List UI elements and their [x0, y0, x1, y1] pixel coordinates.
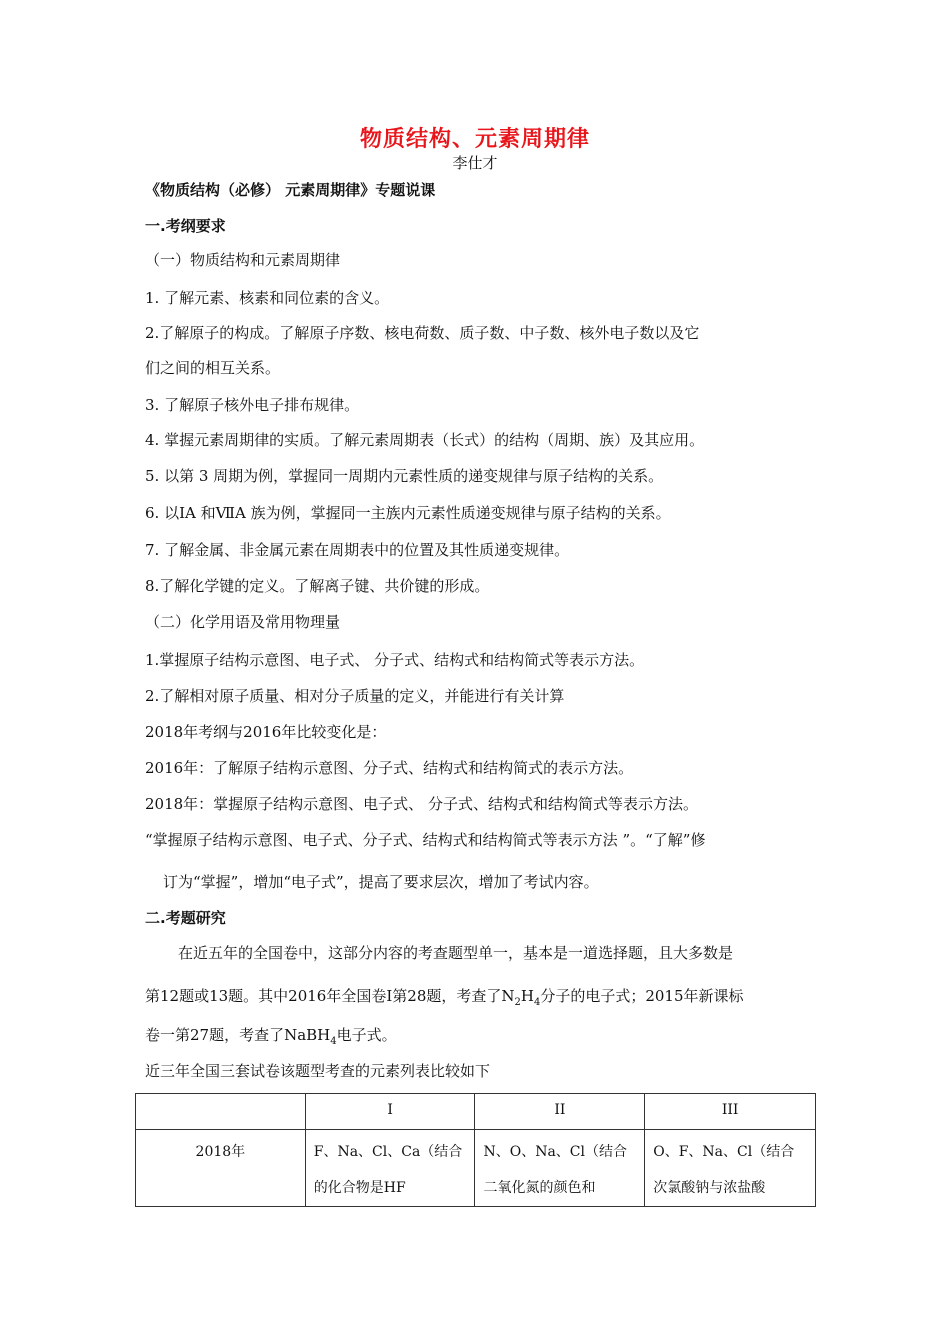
subscript: 2	[514, 997, 521, 1008]
list-item: 8.了解化学键的定义。了解离子键、共价键的形成。	[145, 577, 490, 595]
paragraph-line	[145, 1025, 397, 1052]
list-item: 2.了解相对原子质量、相对分子质量的定义，并能进行有关计算	[145, 687, 565, 705]
table-header-cell: I	[305, 1094, 475, 1130]
part1-heading: （一）物质结构和元素周期律	[145, 251, 341, 269]
table-row	[136, 1130, 816, 1207]
list-item: 4. 掌握元素周期律的实质。了解元素周期表（长式）的结构（周期、族）及其应用。	[145, 431, 705, 449]
list-item: 2018年考纲与2016年比较变化是：	[145, 723, 387, 741]
part2-heading: （二）化学用语及常用物理量	[145, 613, 341, 631]
list-item: 2.了解原子的构成。了解原子序数、核电荷数、质子数、中子数、核外电子数以及它	[145, 324, 700, 342]
table-cell: N、O、Na、Cl（结合二氧化氮的颜色和	[475, 1130, 645, 1207]
table-cell: O、F、Na、Cl（结合次氯酸钠与浓盐酸	[645, 1130, 816, 1207]
document-title: 物质结构、元素周期律	[359, 127, 590, 152]
list-item: 7. 了解金属、非金属元素在周期表中的位置及其性质递变规律。	[145, 541, 570, 559]
list-item: 2016年：了解原子结构示意图、分子式、结构式和结构简式的表示方法。	[145, 759, 634, 777]
text-span: 电子式。	[336, 1026, 397, 1044]
text-span: 卷一第27题，考查了NaBH	[145, 1026, 331, 1044]
table-intro: 近三年全国三套试卷该题型考查的元素列表比较如下	[145, 1062, 491, 1080]
table-header-cell: III	[645, 1094, 816, 1130]
table-cell-year: 2018年	[136, 1130, 306, 1207]
list-item: “掌握原子结构示意图、电子式、分子式、结构式和结构简式等表示方法 ”。“了解”修	[145, 831, 706, 849]
table-cell: F、Na、Cl、Ca（结合的化合物是HF	[305, 1130, 475, 1207]
list-item: 2018年：掌握原子结构示意图、电子式、 分子式、结构式和结构简式等表示方法。	[145, 795, 698, 813]
list-item: 1. 了解元素、核素和同位素的含义。	[145, 289, 390, 307]
list-item: 5. 以第 3 周期为例，掌握同一周期内元素性质的递变规律与原子结构的关系。	[145, 467, 664, 485]
list-item: 们之间的相互关系。	[145, 359, 281, 377]
section1-heading: 一.考纲要求	[145, 217, 226, 235]
text-span: H	[520, 987, 534, 1005]
list-item: 3. 了解原子核外电子排布规律。	[145, 396, 360, 414]
subscript: 4	[330, 1036, 337, 1047]
table-header-cell: II	[475, 1094, 645, 1130]
paragraph-line: 在近五年的全国卷中，这部分内容的考查题型单一，基本是一道选择题，且大多数是	[178, 944, 734, 962]
paragraph-line	[145, 986, 744, 1013]
table-header-row	[136, 1094, 816, 1130]
subtitle: 《物质结构（必修） 元素周期律》专题说课	[145, 181, 436, 199]
author-name: 李仕才	[452, 154, 498, 172]
subscript: 4	[533, 997, 541, 1008]
section2-heading: 二.考题研究	[145, 909, 226, 927]
table-header-cell	[136, 1094, 306, 1130]
list-item: 1.掌握原子结构示意图、电子式、 分子式、结构式和结构简式等表示方法。	[145, 651, 645, 669]
text-span: 第12题或13题。其中2016年全国卷Ⅰ第28题，考查了N	[145, 987, 515, 1005]
list-item: 6. 以ⅠA 和ⅦA 族为例，掌握同一主族内元素性质递变规律与原子结构的关系。	[145, 504, 671, 522]
comparison-table	[135, 1093, 816, 1207]
list-item: 订为“掌握”，增加“电子式”，提高了要求层次，增加了考试内容。	[163, 873, 599, 891]
text-span: 分子的电子式；2015年新课标	[540, 987, 744, 1005]
